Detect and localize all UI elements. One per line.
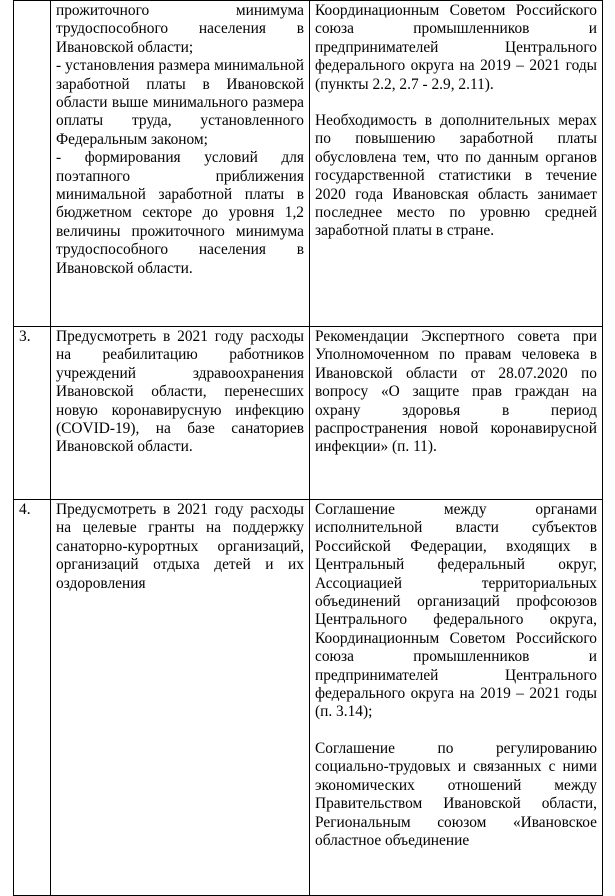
row-number (14, 1, 51, 327)
requirement-cell (51, 1, 310, 327)
row-number: 3. (14, 327, 51, 500)
basis-cell (310, 327, 603, 500)
document-table (13, 0, 603, 896)
basis-text: Рекомендации Экспертного совета при Уполномоченном по правам человека в Ивановской области от 28.07.2020 по вопросу «О защите прав граждан на охрану здоровья в период распространения новой коронавирусной инфекции» (п. 11). (315, 328, 597, 456)
basis-text: Соглашение между органами исполнительной власти субъектов Российской Федерации, входящих в Центральный федеральный округ, Ассоциацией территориальных объединений организаций профсоюзов Центрального федерального округа, Координационным Советом Российского союза промышленников и предпринимателей Центрального федерального округа на 2019 – 2021 годы (п. 3.14); (315, 501, 597, 721)
requirement-text: прожиточного минимума трудоспособного населения в Ивановской области; (56, 2, 304, 56)
table-row (14, 500, 603, 896)
basis-cell (310, 1, 603, 327)
requirement-text: - формирования условий для поэтапного приближения минимальной заработной платы в бюджетном секторе до уровня 1,2 величины прожиточного минимума трудоспособного населения в Ивановской области. (56, 149, 304, 277)
row-number: 4. (14, 500, 51, 896)
requirement-text: Предусмотреть в 2021 году расходы на целевые гранты на поддержку санаторно-курортных организаций, организаций отдыха детей и их оздоровления (56, 501, 304, 592)
requirement-text: - установления размера минимальной заработной платы в Ивановской области выше минимального размера оплаты труда, установленного Федеральным законом; (56, 57, 304, 148)
table-row (14, 327, 603, 500)
basis-text: Необходимость в дополнительных мерах по повышению заработной платы обусловлена тем, что по данным органов государственной статистики в течение 2020 года Ивановская область занимает последнее место по уровню средней заработной платы в стране. (315, 112, 597, 240)
table-row (14, 1, 603, 327)
basis-text: Соглашение по регулированию социально-трудовых и связанных с ними экономических отношений между Правительством Ивановской области, Региональным союзом «Ивановское областное объединение (315, 739, 597, 849)
requirement-cell (51, 500, 310, 896)
requirement-cell (51, 327, 310, 500)
basis-cell (310, 500, 603, 896)
basis-text: Координационным Советом Российского союза промышленников и предпринимателей Центрального федерального округа на 2019 – 2021 годы (пункты 2.2, 2.7 - 2.9, 2.11). (315, 2, 597, 93)
requirement-text: Предусмотреть в 2021 году расходы на реабилитацию работников учреждений здравоохранения Ивановской области, перенесших новую коронавирусную инфекцию (COVID-19), на базе санаториев Ивановской области. (56, 328, 304, 456)
